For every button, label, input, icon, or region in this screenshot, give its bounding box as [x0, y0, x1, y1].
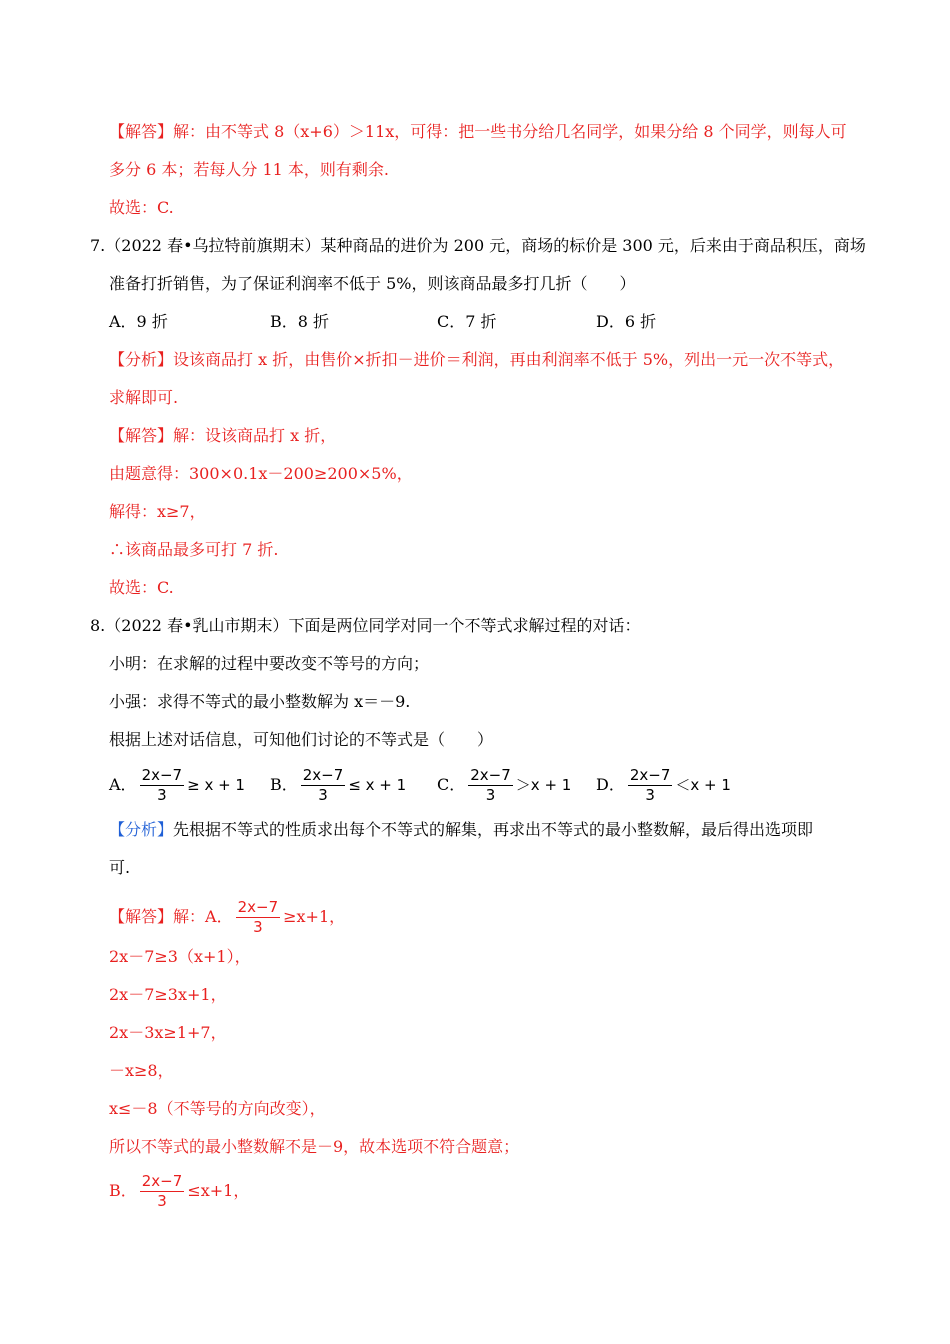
q8-xiaoqiang: 小强：求得不等式的最小整数解为 x＝－9. — [109, 692, 411, 711]
q7-choice: 故选：C. — [109, 578, 174, 597]
q8-option-b-answer: B． $\frac{2x-7}{3}$ ≤x+1， — [109, 1172, 250, 1210]
analysis-tag: 【分析】 — [109, 820, 174, 839]
answer-tag: 【解答】 — [109, 122, 174, 141]
q7-analysis-line1: 【分析】设该商品打 x 折，由售价×折扣－进价＝利润，再由利润率不低于 5%，列出一元一次不等式， — [109, 350, 845, 369]
q8-step-5: x≤－8（不等号的方向改变）， — [109, 1099, 326, 1118]
q8-step-2: 2x－7≥3x+1， — [109, 985, 227, 1004]
fraction: $\frac{2x-7}{3}$ — [237, 898, 279, 936]
q8-step-1: 2x－7≥3（x+1）， — [109, 947, 251, 966]
q8-option-d: D． $\frac{2x-7}{3}$ ＜x + 1 — [596, 766, 731, 804]
q8-step-4: －x≥8， — [109, 1061, 174, 1080]
fraction: $\frac{2x-7}{3}$ — [470, 766, 511, 804]
q8-step-3: 2x－3x≥1+7， — [109, 1023, 227, 1042]
q8-step-6: 所以不等式的最小整数解不是－9，故本选项不符合题意； — [109, 1137, 520, 1156]
q7-analysis-line2: 求解即可. — [109, 388, 179, 407]
q8-option-a: A． $\frac{2x-7}{3}$ ≥ x + 1 — [109, 766, 245, 804]
q7-answer-line1: 【解答】解：设该商品打 x 折， — [109, 426, 337, 445]
q6-choice: 故选：C. — [109, 198, 174, 217]
q7-option-d: D．6 折 — [596, 312, 657, 331]
q8-analysis-line1: 【分析】先根据不等式的性质求出每个不等式的解集，再求出不等式的最小整数解，最后得出选项即 — [109, 820, 814, 839]
q7-answer-line4: ∴该商品最多可打 7 折. — [109, 540, 279, 559]
q8-analysis-line2: 可. — [109, 858, 131, 877]
q7-option-b: B．8 折 — [270, 312, 330, 331]
q6-answer-line1: 【解答】解：由不等式 8（x+6）＞11x，可得：把一些书分给几名同学，如果分给 8 个同学，则每人可 — [109, 122, 847, 141]
answer-tag: 【解答】 — [109, 426, 174, 445]
q8-answer-line1: 【解答】解：A． $\frac{2x-7}{3}$ ≥x+1， — [109, 898, 346, 936]
q8-xiaoming: 小明：在求解的过程中要改变不等号的方向； — [109, 654, 430, 673]
q7-answer-line2: 由题意得：300×0.1x－200≥200×5%， — [109, 464, 413, 483]
fraction: $\frac{2x-7}{3}$ — [141, 1172, 183, 1210]
fraction: $\frac{2x-7}{3}$ — [141, 766, 183, 804]
analysis-tag: 【分析】 — [109, 350, 174, 369]
fraction: $\frac{2x-7}{3}$ — [629, 766, 671, 804]
answer-tag: 【解答】 — [109, 907, 174, 926]
q6-answer-line2: 多分 6 本；若每人分 11 本，则有剩余. — [109, 160, 389, 179]
fraction: $\frac{2x-7}{3}$ — [302, 766, 344, 804]
q8-option-c: C． $\frac{2x-7}{3}$ ＞x + 1 — [437, 766, 572, 804]
q7-option-a: A．9 折 — [109, 312, 168, 331]
q7-stem-line2: 准备打折销售，为了保证利润率不低于 5%，则该商品最多打几折（ ） — [109, 274, 636, 293]
q8-option-b: B． $\frac{2x-7}{3}$ ≤ x + 1 — [270, 766, 407, 804]
q8-stem-line1: 8.（2022 春•乳山市期末）下面是两位同学对同一个不等式求解过程的对话： — [90, 616, 641, 635]
q7-option-c: C．7 折 — [437, 312, 497, 331]
q7-answer-line3: 解得：x≥7， — [109, 502, 206, 521]
q8-stem-line2: 根据上述对话信息，可知他们讨论的不等式是（ ） — [109, 730, 494, 749]
q7-stem-line1: 7.（2022 春•乌拉特前旗期末）某种商品的进价为 200 元，商场的标价是 300 元，后来由于商品积压，商场 — [90, 236, 866, 255]
